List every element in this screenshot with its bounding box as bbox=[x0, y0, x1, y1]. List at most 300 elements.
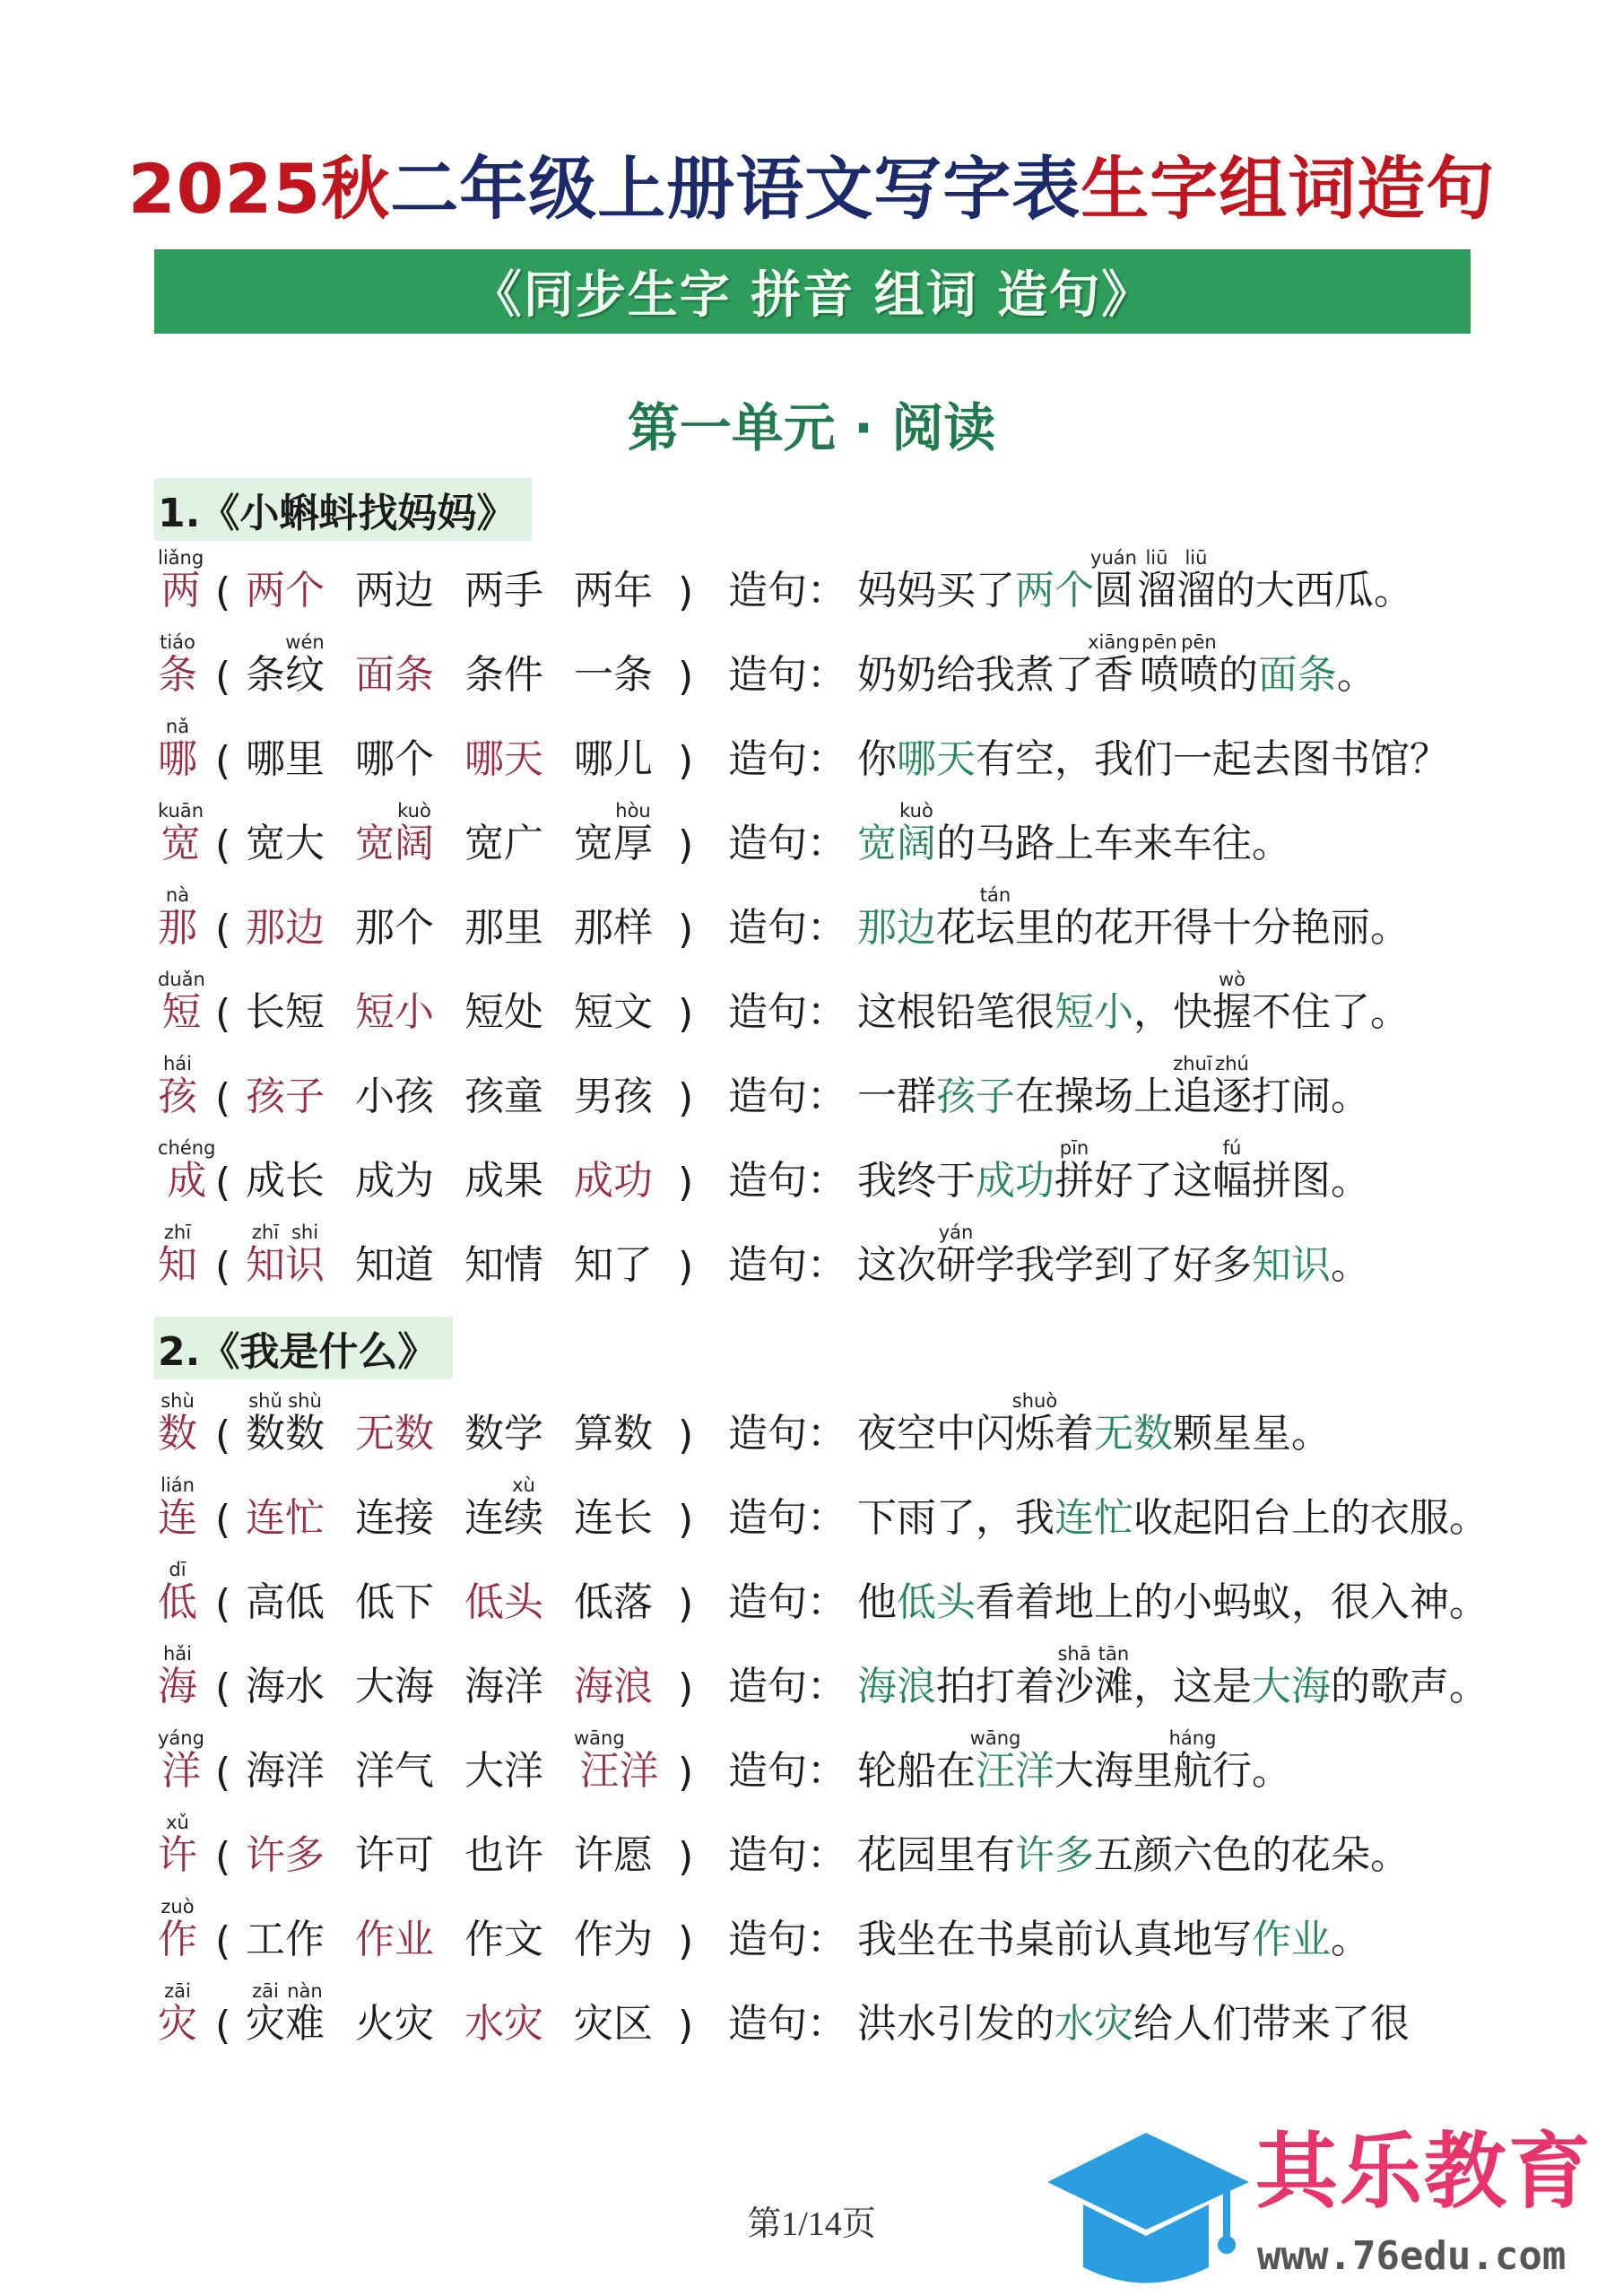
pinyin: zhú bbox=[1212, 1053, 1252, 1074]
pinyin: háng bbox=[1168, 1727, 1217, 1749]
text: 知道 bbox=[355, 1242, 434, 1288]
open-paren: ( bbox=[215, 1075, 231, 1121]
annotated-char: 坛tán bbox=[976, 884, 1015, 951]
text: 夜空中闪 bbox=[857, 1411, 1015, 1457]
example-sentence bbox=[857, 1991, 1410, 2048]
text: 知了 bbox=[574, 1242, 653, 1288]
open-paren: ( bbox=[215, 1244, 231, 1290]
text: 下雨了，我 bbox=[857, 1495, 1055, 1541]
open-paren: ( bbox=[215, 1834, 231, 1880]
close-paren: ) bbox=[678, 1075, 694, 1121]
text: 成为 bbox=[355, 1158, 434, 1204]
word bbox=[464, 1991, 543, 2048]
close-paren: ) bbox=[678, 738, 694, 784]
text: 数学 bbox=[464, 1411, 543, 1457]
pinyin: shā bbox=[1055, 1643, 1094, 1665]
text: 宽广 bbox=[464, 821, 543, 866]
text: 的马路上车来车往。 bbox=[936, 821, 1291, 866]
annotated-char: 香xiāng bbox=[1088, 631, 1140, 698]
text: 一条 bbox=[574, 652, 653, 698]
text: 海水 bbox=[246, 1664, 325, 1709]
annotated-char: 研yán bbox=[936, 1222, 976, 1288]
sentence-label: 造句： bbox=[728, 1074, 846, 1119]
title-year: 2025秋 bbox=[127, 149, 391, 229]
text: 五颜六色的花朵。 bbox=[1094, 1832, 1410, 1878]
character-pinyin: dī bbox=[158, 1559, 197, 1580]
highlight-text: 孩子 bbox=[246, 1074, 325, 1119]
text: 高低 bbox=[246, 1579, 325, 1625]
close-paren: ) bbox=[678, 2003, 694, 2048]
text: 许愿 bbox=[574, 1832, 653, 1878]
example-sentence bbox=[857, 547, 1413, 615]
word bbox=[574, 726, 653, 784]
text: 的大西瓜。 bbox=[1215, 568, 1413, 613]
character: 那nà bbox=[158, 884, 197, 951]
pinyin: yuán bbox=[1090, 547, 1137, 569]
pinyin: xiāng bbox=[1088, 631, 1140, 653]
pinyin: shi bbox=[285, 1222, 325, 1243]
word bbox=[355, 1232, 434, 1290]
annotated-char: 阔kuò bbox=[395, 800, 434, 866]
annotated-char: 圆yuán bbox=[1090, 547, 1137, 613]
close-paren: ) bbox=[678, 1750, 694, 1796]
text: 那个 bbox=[355, 905, 434, 951]
word bbox=[464, 979, 543, 1037]
character: 洋yáng bbox=[158, 1727, 204, 1794]
open-paren: ( bbox=[215, 738, 231, 784]
word bbox=[246, 811, 325, 868]
text: 这次 bbox=[857, 1242, 936, 1288]
pinyin: xù bbox=[504, 1474, 543, 1496]
annotated-char: 喷pēn bbox=[1139, 631, 1179, 698]
annotated-char: 喷pēn bbox=[1178, 631, 1219, 698]
example-sentence bbox=[857, 1643, 1488, 1711]
annotated-char: 汪wāng bbox=[969, 1727, 1021, 1794]
annotated-char: 沙shā bbox=[1055, 1643, 1094, 1709]
text: 。 bbox=[1331, 1242, 1370, 1288]
vocab-row bbox=[0, 1555, 1623, 1639]
text: 奶奶给我煮了 bbox=[857, 652, 1094, 698]
text: 他 bbox=[857, 1579, 897, 1625]
open-paren: ( bbox=[215, 570, 231, 615]
sentence-label: 造句： bbox=[728, 736, 846, 782]
word bbox=[246, 1980, 325, 2048]
sentence-label: 造句： bbox=[728, 1242, 846, 1288]
character-pinyin: hái bbox=[158, 1053, 197, 1074]
text: 行。 bbox=[1212, 1748, 1291, 1794]
word bbox=[464, 726, 543, 784]
highlight-text: 作业 bbox=[355, 1917, 434, 1962]
word bbox=[246, 979, 325, 1037]
word bbox=[574, 558, 653, 615]
highlight-text: 那边 bbox=[857, 905, 936, 951]
subtitle-banner bbox=[154, 249, 1471, 334]
vocab-row bbox=[0, 1387, 1623, 1471]
word bbox=[574, 1570, 653, 1627]
text: 连接 bbox=[355, 1495, 434, 1541]
open-paren: ( bbox=[215, 654, 231, 700]
word bbox=[355, 1822, 434, 1880]
annotated-char: 幅fú bbox=[1212, 1137, 1252, 1204]
word bbox=[574, 1727, 659, 1796]
text: 拍打着 bbox=[936, 1664, 1055, 1709]
text: 低下 bbox=[355, 1579, 434, 1625]
word bbox=[464, 1907, 543, 1964]
text: 这根铅笔很 bbox=[857, 989, 1055, 1035]
annotated-char: 汪wāng bbox=[574, 1727, 625, 1794]
text: 短文 bbox=[574, 989, 653, 1035]
character-pinyin: tiáo bbox=[158, 631, 197, 653]
text: 海洋 bbox=[246, 1748, 325, 1794]
sentence-label: 造句： bbox=[728, 1411, 846, 1457]
close-paren: ) bbox=[678, 570, 694, 615]
sentence-label: 造句： bbox=[728, 1664, 846, 1709]
vocab-row bbox=[0, 1134, 1623, 1218]
text: 大海里 bbox=[1055, 1748, 1173, 1794]
open-paren: ( bbox=[215, 2003, 231, 2048]
word bbox=[574, 800, 653, 868]
word bbox=[355, 1738, 434, 1796]
word bbox=[246, 1148, 325, 1205]
pinyin: shuò bbox=[1011, 1390, 1058, 1412]
word bbox=[355, 895, 434, 952]
word bbox=[464, 811, 543, 868]
sentence-label: 造句： bbox=[728, 905, 846, 951]
text: ，这是 bbox=[1133, 1664, 1252, 1709]
text: 轮船在 bbox=[857, 1748, 976, 1794]
pinyin: zhī bbox=[246, 1222, 285, 1243]
vocab-row bbox=[0, 1049, 1623, 1134]
word bbox=[464, 1654, 543, 1711]
annotated-char: 续xù bbox=[504, 1474, 543, 1541]
lesson-title: 2.《我是什么》 bbox=[154, 1317, 453, 1379]
vocab-row bbox=[0, 965, 1623, 1049]
character-pinyin: hǎi bbox=[158, 1643, 197, 1665]
annotated-char: 握wò bbox=[1212, 969, 1252, 1035]
character: 短duǎn bbox=[158, 969, 205, 1035]
word bbox=[355, 642, 434, 700]
character: 孩hái bbox=[158, 1053, 197, 1119]
pinyin: pēn bbox=[1139, 631, 1179, 653]
text: 那样 bbox=[574, 905, 653, 951]
example-sentence bbox=[857, 1907, 1370, 1964]
annotated-char: 阔kuò bbox=[897, 800, 936, 866]
annotated-char: 知zhī bbox=[246, 1222, 285, 1288]
close-paren: ) bbox=[678, 1834, 694, 1880]
text: 海洋 bbox=[464, 1664, 543, 1709]
example-sentence bbox=[857, 1224, 1370, 1290]
text: 短处 bbox=[464, 989, 543, 1035]
open-paren: ( bbox=[215, 1750, 231, 1796]
character-pinyin: chéng bbox=[158, 1137, 216, 1159]
character: 知zhī bbox=[158, 1222, 197, 1288]
highlight-text: 哪天 bbox=[464, 736, 543, 782]
word bbox=[355, 1907, 434, 1964]
highlight-text: 面条 bbox=[1257, 652, 1337, 698]
highlight-text: 短小 bbox=[1055, 989, 1133, 1035]
open-paren: ( bbox=[215, 1413, 231, 1458]
page-number: 第1/14页 bbox=[747, 2205, 876, 2243]
text: 大洋 bbox=[464, 1748, 543, 1794]
vocab-row bbox=[0, 881, 1623, 965]
character-pinyin: nà bbox=[158, 884, 197, 906]
pinyin: pēn bbox=[1178, 631, 1219, 653]
character: 成chéng bbox=[158, 1137, 216, 1204]
word bbox=[246, 1390, 325, 1458]
text: 连长 bbox=[574, 1495, 653, 1541]
character-pinyin: kuān bbox=[158, 800, 204, 822]
text: 孩童 bbox=[464, 1074, 543, 1119]
text: 灾区 bbox=[574, 2001, 653, 2047]
annotated-char: 数shù bbox=[285, 1390, 325, 1457]
text: 我坐在书桌前认真地写 bbox=[857, 1917, 1252, 1962]
watermark-name: 其乐教育 bbox=[1255, 2124, 1593, 2220]
highlight-text: 面条 bbox=[355, 652, 434, 698]
word bbox=[574, 1991, 653, 2048]
highlight-text: 两个 bbox=[246, 568, 325, 613]
text: 有空，我们一起去图书馆？ bbox=[976, 736, 1449, 782]
annotated-char: 烁shuò bbox=[1011, 1390, 1058, 1457]
highlight-text: 海浪 bbox=[574, 1664, 653, 1709]
annotated-char: 溜liū bbox=[1176, 547, 1216, 613]
pinyin: yán bbox=[936, 1222, 976, 1243]
text: 的歌声。 bbox=[1331, 1664, 1488, 1709]
text: 。 bbox=[1336, 652, 1376, 698]
text: 花 bbox=[936, 905, 976, 951]
pinyin: wén bbox=[285, 631, 325, 653]
word bbox=[355, 1485, 434, 1543]
vocab-row bbox=[0, 712, 1623, 796]
annotated-char: 滩tān bbox=[1094, 1643, 1133, 1709]
word bbox=[574, 1064, 653, 1121]
annotated-char: 灾zāi bbox=[246, 1980, 285, 2047]
word bbox=[246, 1570, 325, 1627]
word bbox=[246, 1064, 325, 1121]
sentence-label: 造句： bbox=[728, 2001, 846, 2047]
word bbox=[464, 642, 543, 700]
vocab-row bbox=[0, 796, 1623, 881]
highlight-text: 洋 bbox=[619, 1748, 659, 1794]
annotated-char: 拼pīn bbox=[1055, 1137, 1094, 1204]
word bbox=[574, 1822, 653, 1880]
word bbox=[246, 895, 325, 952]
word bbox=[574, 1654, 653, 1711]
text: 哪里 bbox=[246, 736, 325, 782]
text: 在操场上 bbox=[1015, 1074, 1173, 1119]
pinyin: hòu bbox=[613, 800, 653, 822]
close-paren: ) bbox=[678, 654, 694, 700]
open-paren: ( bbox=[215, 1581, 231, 1627]
sentence-label: 造句： bbox=[728, 1832, 846, 1878]
pinyin: fú bbox=[1212, 1137, 1252, 1159]
word bbox=[246, 1738, 325, 1796]
word bbox=[246, 1907, 325, 1964]
sentence-label: 造句： bbox=[728, 1158, 846, 1204]
word bbox=[464, 1401, 543, 1458]
banner-text: 《同步生字 拼音 组词 造句》 bbox=[471, 266, 1154, 325]
text: 算数 bbox=[574, 1411, 653, 1457]
text: 哪儿 bbox=[574, 736, 653, 782]
text: 着 bbox=[1055, 1411, 1094, 1457]
close-paren: ) bbox=[678, 1497, 694, 1543]
highlight-text: 成功 bbox=[574, 1158, 653, 1204]
highlight-text: 低头 bbox=[464, 1579, 543, 1625]
text: 宽 bbox=[574, 821, 613, 866]
text: 看着地上的小蚂蚁，很入神。 bbox=[976, 1579, 1488, 1625]
text: 洋气 bbox=[355, 1748, 434, 1794]
close-paren: ) bbox=[678, 1413, 694, 1458]
word bbox=[355, 726, 434, 784]
word bbox=[246, 1822, 325, 1880]
pinyin: liū bbox=[1136, 547, 1176, 569]
close-paren: ) bbox=[678, 1918, 694, 1964]
sentence-label: 造句： bbox=[728, 989, 846, 1035]
word bbox=[246, 1224, 325, 1290]
word bbox=[574, 1148, 653, 1205]
text: 收起阳台上的衣服。 bbox=[1133, 1495, 1488, 1541]
text: 作为 bbox=[574, 1917, 653, 1962]
highlight-text: 水灾 bbox=[464, 2001, 543, 2047]
highlight-text: 成功 bbox=[976, 1158, 1055, 1204]
word bbox=[246, 1485, 325, 1543]
annotated-char: 航háng bbox=[1168, 1727, 1217, 1794]
text: 也许 bbox=[464, 1832, 543, 1878]
graduation-cap-icon bbox=[1047, 2133, 1254, 2289]
text: 那里 bbox=[464, 905, 543, 951]
vocab-row bbox=[0, 1892, 1623, 1977]
character-pinyin: duǎn bbox=[158, 969, 205, 990]
highlight-text: 那边 bbox=[246, 905, 325, 951]
word bbox=[574, 1907, 653, 1964]
pinyin: liū bbox=[1176, 547, 1216, 569]
character: 哪nǎ bbox=[158, 716, 197, 782]
character: 宽kuān bbox=[158, 800, 204, 866]
text: 你 bbox=[857, 736, 897, 782]
example-sentence bbox=[857, 800, 1291, 868]
character: 条tiáo bbox=[158, 631, 197, 698]
close-paren: ) bbox=[678, 991, 694, 1037]
word bbox=[464, 1064, 543, 1121]
open-paren: ( bbox=[215, 1497, 231, 1543]
character: 低dī bbox=[158, 1559, 197, 1625]
pinyin: wāng bbox=[574, 1727, 625, 1749]
vocab-row bbox=[0, 1724, 1623, 1808]
open-paren: ( bbox=[215, 1918, 231, 1964]
text: 颗星星。 bbox=[1173, 1411, 1331, 1457]
pinyin: wò bbox=[1212, 969, 1252, 990]
annotated-char: 数shǔ bbox=[246, 1390, 285, 1457]
word bbox=[355, 1064, 434, 1121]
word bbox=[355, 1654, 434, 1711]
text: 拼图。 bbox=[1252, 1158, 1370, 1204]
text: 不住了。 bbox=[1252, 989, 1410, 1035]
highlight-text: 宽 bbox=[857, 821, 897, 866]
sentence-label: 造句： bbox=[728, 1917, 846, 1962]
sentence-label: 造句： bbox=[728, 568, 846, 613]
unit-heading: 第一单元 · 阅读 bbox=[627, 397, 996, 458]
pinyin: tān bbox=[1094, 1643, 1133, 1665]
example-sentence bbox=[857, 1727, 1291, 1796]
word bbox=[246, 726, 325, 784]
title-grade: 二年级上册语文写字表 bbox=[390, 149, 1081, 229]
text: 长短 bbox=[246, 989, 325, 1035]
pinyin: pīn bbox=[1055, 1137, 1094, 1159]
word bbox=[355, 979, 434, 1037]
word bbox=[574, 895, 653, 952]
character-pinyin: shù bbox=[158, 1390, 197, 1412]
sentence-label: 造句： bbox=[728, 821, 846, 866]
text: ，快 bbox=[1133, 989, 1212, 1035]
open-paren: ( bbox=[215, 991, 231, 1037]
example-sentence bbox=[857, 884, 1410, 952]
document-title bbox=[0, 135, 1623, 232]
text: 哪个 bbox=[355, 736, 434, 782]
example-sentence bbox=[857, 1485, 1488, 1543]
word bbox=[246, 1654, 325, 1711]
highlight-text: 知识 bbox=[1252, 1242, 1331, 1288]
text: 作文 bbox=[464, 1917, 543, 1962]
pinyin: shù bbox=[285, 1390, 325, 1412]
pinyin: wāng bbox=[969, 1727, 1021, 1749]
highlight-text: 连忙 bbox=[246, 1495, 325, 1541]
pinyin: zāi bbox=[246, 1980, 285, 2002]
word bbox=[355, 558, 434, 615]
example-sentence bbox=[857, 1570, 1488, 1627]
highlight-text: 宽 bbox=[355, 821, 395, 866]
word bbox=[246, 631, 325, 700]
pinyin: shǔ bbox=[246, 1390, 285, 1412]
character-pinyin: xǔ bbox=[158, 1812, 197, 1833]
highlight-text: 洋 bbox=[1015, 1748, 1055, 1794]
word bbox=[464, 1148, 543, 1205]
word bbox=[246, 558, 325, 615]
word bbox=[574, 642, 653, 700]
text: 小孩 bbox=[355, 1074, 434, 1119]
character-pinyin: nǎ bbox=[158, 716, 197, 737]
vocab-row bbox=[0, 1471, 1623, 1555]
character: 数shù bbox=[158, 1390, 197, 1457]
example-sentence bbox=[857, 1137, 1370, 1205]
character-pinyin: zhī bbox=[158, 1222, 197, 1243]
word bbox=[355, 1570, 434, 1627]
sentence-label: 造句： bbox=[728, 1495, 846, 1541]
text: 我终于 bbox=[857, 1158, 976, 1204]
vocab-row bbox=[0, 1218, 1623, 1302]
example-sentence bbox=[857, 1053, 1370, 1121]
pinyin: kuò bbox=[395, 800, 434, 822]
text: 工作 bbox=[246, 1917, 325, 1962]
vocab-row bbox=[0, 1808, 1623, 1892]
highlight-text: 无数 bbox=[355, 1411, 434, 1457]
highlight-text: 许多 bbox=[246, 1832, 325, 1878]
word bbox=[574, 979, 653, 1037]
pinyin: kuò bbox=[897, 800, 936, 822]
word bbox=[464, 1738, 543, 1796]
word bbox=[464, 558, 543, 615]
annotated-char: 识shi bbox=[285, 1222, 325, 1288]
highlight-text: 短小 bbox=[355, 989, 434, 1035]
text: 里的花开得十分艳丽。 bbox=[1015, 905, 1410, 951]
character: 两liǎng bbox=[158, 547, 204, 613]
word bbox=[574, 1485, 653, 1543]
character: 许xǔ bbox=[158, 1812, 197, 1878]
highlight-text: 水灾 bbox=[1055, 2001, 1133, 2047]
open-paren: ( bbox=[215, 1665, 231, 1711]
example-sentence bbox=[857, 631, 1376, 700]
character: 连lián bbox=[158, 1474, 197, 1541]
lesson-title: 1.《小蝌蚪找妈妈》 bbox=[154, 478, 532, 541]
character: 作zuò bbox=[158, 1896, 197, 1962]
